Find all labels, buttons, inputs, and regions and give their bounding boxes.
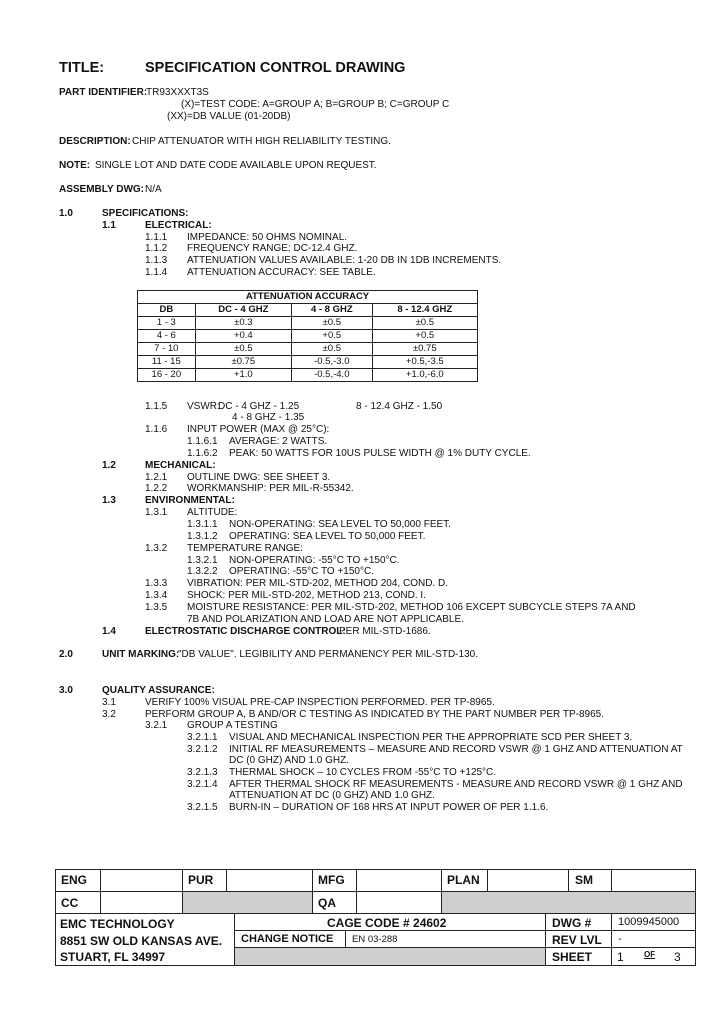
cage-code: CAGE CODE # 24602 — [327, 916, 447, 930]
item-text: OUTLINE DWG: SEE SHEET 3. — [187, 472, 331, 483]
item-text: THERMAL SHOCK – 10 CYCLES FROM -55°C TO +125°C. — [229, 767, 497, 778]
item-text: AVERAGE: 2 WATTS. — [229, 436, 328, 447]
table-cell: +0.5 — [292, 330, 373, 343]
item-text: MOISTURE RESISTANCE: PER MIL-STD-202, METHOD 106 EXCEPT SUBCYCLE STEPS 7A AND — [187, 602, 636, 613]
description-label: DESCRIPTION: — [59, 136, 131, 147]
change-notice-value: EN 03-288 — [352, 934, 398, 945]
item-text: ATTENUATION ACCURACY: SEE TABLE. — [187, 267, 376, 278]
item-text: AFTER THERMAL SHOCK RF MEASUREMENTS - MEASURE AND RECORD VSWR @ 1 GHZ AND — [229, 779, 683, 790]
table-header: 8 - 12.4 GHZ — [372, 304, 477, 317]
section-num: 1.4 — [102, 626, 116, 637]
table-title: ATTENUATION ACCURACY — [138, 291, 478, 304]
rev-value-cell — [611, 930, 696, 948]
change-notice-cell — [234, 930, 346, 948]
shaded-cell — [182, 891, 313, 914]
title-label: TITLE: — [59, 60, 105, 76]
company-block — [55, 913, 235, 966]
approval-field — [356, 869, 442, 892]
item-num: 1.1.1 — [145, 232, 168, 243]
part-note-1: (X)=TEST CODE: A=GROUP A; B=GROUP B; C=GROUP C — [181, 99, 450, 110]
table-cell: +1.0 — [195, 369, 291, 382]
table-cell: 4 - 6 — [138, 330, 196, 343]
table-header: DC - 4 GHZ — [195, 304, 291, 317]
table-cell: 16 - 20 — [138, 369, 196, 382]
company-city: STUART, FL 34997 — [60, 950, 166, 964]
item-num: 1.3.4 — [145, 590, 168, 601]
item-text: OPERATING: SEA LEVEL TO 50,000 FEET. — [229, 531, 426, 542]
item-text: PERFORM GROUP A, B AND/OR C TESTING AS INDICATED BY THE PART NUMBER PER TP-8965. — [145, 709, 604, 720]
part-note-2: (XX)=DB VALUE (01-20DB) — [167, 111, 291, 122]
dwg-label: DWG # — [552, 916, 592, 930]
item-text: FREQUENCY RANGE: DC-12.4 GHZ. — [187, 243, 358, 254]
dwg-number: 1009945000 — [618, 916, 680, 928]
item-num: 1.3.2.2 — [187, 566, 218, 577]
approval-field — [226, 869, 313, 892]
item-num: 1.1.6 — [145, 424, 168, 435]
part-identifier-value: TR93XXXT3S — [146, 87, 209, 98]
section-num: 2.0 — [59, 649, 73, 660]
approval-cell — [312, 869, 357, 892]
item-text: SHOCK: PER MIL-STD-202, METHOD 213, COND. I. — [187, 590, 426, 601]
item-text: PEAK: 50 WATTS FOR 10US PULSE WIDTH @ 1% DUTY CYCLE. — [229, 448, 531, 459]
item-text: ALTITUDE: — [187, 507, 238, 518]
assembly-value: N/A — [145, 184, 162, 195]
eng-label: ENG — [61, 873, 88, 887]
approval-cell — [55, 869, 101, 892]
shaded-cell — [234, 947, 546, 966]
table-cell: ±0.5 — [372, 317, 477, 330]
table-cell: 11 - 15 — [138, 356, 196, 369]
item-num: 1.1.6.2 — [187, 448, 218, 459]
table-row — [138, 330, 478, 343]
item-text: NON-OPERATING: SEA LEVEL TO 50,000 FEET. — [229, 519, 451, 530]
section-title: UNIT MARKING: — [102, 649, 180, 660]
item-num: 1.1.6.1 — [187, 436, 218, 447]
item-num: 1.3.1 — [145, 507, 168, 518]
table-cell: +1.0,-6.0 — [372, 369, 477, 382]
rev-label: REV LVL — [552, 933, 602, 947]
table-row — [138, 369, 478, 382]
item-num: 1.3.1.1 — [187, 519, 218, 530]
change-notice-label: CHANGE NOTICE — [241, 933, 334, 945]
section-title: MECHANICAL: — [145, 460, 216, 471]
item-num: 3.2.1.1 — [187, 732, 218, 743]
description-value: CHIP ATTENUATOR WITH HIGH RELIABILITY TESTING. — [132, 136, 391, 147]
approval-cell — [441, 869, 488, 892]
qa-label: QA — [318, 896, 336, 910]
plan-label: PLAN — [447, 873, 480, 887]
item-text: WORKMANSHIP: PER MIL-R-55342. — [187, 483, 354, 494]
sheet-label: SHEET — [552, 950, 593, 964]
pur-label: PUR — [188, 873, 214, 887]
approval-field — [100, 891, 183, 914]
approval-cell — [55, 891, 101, 914]
section-num: 1.3 — [102, 495, 116, 506]
section-title: ENVIRONMENTAL: — [145, 495, 235, 506]
sheet-value-cell — [611, 947, 696, 966]
approval-field — [487, 869, 569, 892]
section-num: 3.0 — [59, 685, 73, 696]
part-identifier-label: PART IDENTIFIER: — [59, 87, 148, 98]
item-num: 1.3.1.2 — [187, 531, 218, 542]
item-num: 3.2.1.2 — [187, 744, 218, 755]
sm-label: SM — [575, 873, 593, 887]
section-num: 1.0 — [59, 208, 73, 219]
vswr-value: DC - 4 GHZ - 1.25 — [218, 401, 300, 412]
item-text: INITIAL RF MEASUREMENTS – MEASURE AND RECORD VSWR @ 1 GHZ AND ATTENUATION AT — [229, 744, 683, 755]
item-text: ATTENUATION VALUES AVAILABLE: 1-20 DB IN 1DB INCREMENTS. — [187, 255, 502, 266]
vswr-value: 4 - 8 GHZ - 1.35 — [232, 412, 305, 423]
table-cell: +0.4 — [195, 330, 291, 343]
item-text: TEMPERATURE RANGE: — [187, 543, 303, 554]
section-num: 1.2 — [102, 460, 116, 471]
table-cell: 1 - 3 — [138, 317, 196, 330]
sheet-total: 3 — [674, 950, 681, 964]
item-num: 1.3.2.1 — [187, 555, 218, 566]
attenuation-accuracy-table — [137, 290, 478, 382]
item-num: 3.2.1.5 — [187, 802, 218, 813]
item-num: 1.2.2 — [145, 483, 168, 494]
item-text: DC (0 GHZ) AND 1.0 GHZ. — [229, 755, 350, 766]
item-text: "DB VALUE". LEGIBILITY AND PERMANENCY PER MIL-STD-130. — [178, 649, 478, 660]
shaded-cell — [441, 891, 696, 914]
item-num: 3.2.1 — [145, 720, 168, 731]
table-cell: ±0.3 — [195, 317, 291, 330]
approval-cell — [182, 869, 227, 892]
note-label: NOTE: — [59, 160, 91, 171]
item-num: 1.1.5 — [145, 401, 168, 412]
table-cell: ±0.5 — [292, 317, 373, 330]
item-num: 1.1.4 — [145, 267, 168, 278]
sheet-of: OF — [644, 950, 656, 959]
table-cell: ±0.75 — [195, 356, 291, 369]
sheet-label-cell — [545, 947, 612, 966]
table-row — [138, 343, 478, 356]
section-title: ELECTRICAL: — [145, 220, 212, 231]
approval-field — [356, 891, 442, 914]
table-cell: +0.5,-3.5 — [372, 356, 477, 369]
vswr-label: VSWR: — [187, 401, 220, 412]
item-num: 1.3.3 — [145, 578, 168, 589]
table-row — [138, 317, 478, 330]
dwg-label-cell — [545, 913, 612, 931]
change-notice-value-cell — [345, 930, 546, 948]
item-text: VIBRATION: PER MIL-STD-202, METHOD 204, COND. D. — [187, 578, 448, 589]
table-cell: ±0.75 — [372, 343, 477, 356]
sheet-number: 1 — [617, 950, 624, 964]
table-cell: ±0.5 — [195, 343, 291, 356]
vswr-value: 8 - 12.4 GHZ - 1.50 — [356, 401, 443, 412]
item-text: OPERATING: -55°C TO +150°C. — [229, 566, 374, 577]
company-address: 8851 SW OLD KANSAS AVE. — [60, 934, 223, 948]
item-num: 3.2.1.3 — [187, 767, 218, 778]
mfg-label: MFG — [318, 873, 345, 887]
item-text: INPUT POWER (MAX @ 25°C): — [187, 424, 330, 435]
table-header: 4 - 8 GHZ — [292, 304, 373, 317]
approval-cell — [312, 891, 357, 914]
rev-label-cell — [545, 930, 612, 948]
item-text: GROUP A TESTING — [187, 720, 278, 731]
item-num: 3.1 — [102, 697, 116, 708]
table-cell: 7 - 10 — [138, 343, 196, 356]
item-text: 7B AND POLARIZATION AND LOAD ARE NOT APPLICABLE. — [187, 614, 464, 625]
item-num: 1.3.2 — [145, 543, 168, 554]
item-num: 1.1.2 — [145, 243, 168, 254]
table-cell: +0.5 — [372, 330, 477, 343]
page-title: SPECIFICATION CONTROL DRAWING — [145, 60, 406, 76]
cage-code-cell — [234, 913, 546, 931]
item-text: NON-OPERATING: -55°C TO +150°C. — [229, 555, 400, 566]
approval-field — [100, 869, 183, 892]
approval-cell — [568, 869, 612, 892]
dwg-value-cell — [611, 913, 696, 931]
section-title: ELECTROSTATIC DISCHARGE CONTROL: — [145, 626, 346, 637]
table-cell: ±0.5 — [292, 343, 373, 356]
section-num: 1.1 — [102, 220, 116, 231]
table-cell: -0.5,-3.0 — [292, 356, 373, 369]
note-value: SINGLE LOT AND DATE CODE AVAILABLE UPON REQUEST. — [95, 160, 377, 171]
item-text: VISUAL AND MECHANICAL INSPECTION PER THE APPROPRIATE SCD PER SHEET 3. — [229, 732, 633, 743]
rev-value: - — [618, 933, 622, 945]
cc-label: CC — [61, 896, 79, 910]
item-text: VERIFY 100% VISUAL PRE-CAP INSPECTION PERFORMED. PER TP-8965. — [145, 697, 495, 708]
table-header: DB — [138, 304, 196, 317]
item-num: 1.3.5 — [145, 602, 168, 613]
item-num: 3.2 — [102, 709, 116, 720]
company-name: EMC TECHNOLOGY — [60, 917, 175, 931]
approval-field — [611, 869, 696, 892]
item-text: ATTENUATION AT DC (0 GHZ) AND 1.0 GHZ. — [229, 790, 435, 801]
table-cell: -0.5,-4.0 — [292, 369, 373, 382]
item-text: BURN-IN – DURATION OF 168 HRS AT INPUT POWER OF PER 1.1.6. — [229, 802, 549, 813]
section-title: SPECIFICATIONS: — [102, 208, 189, 219]
section-title: QUALITY ASSURANCE: — [102, 685, 215, 696]
item-text: PER MIL-STD-1686. — [339, 626, 431, 637]
item-num: 1.2.1 — [145, 472, 168, 483]
item-num: 1.1.3 — [145, 255, 168, 266]
table-row — [138, 356, 478, 369]
item-num: 3.2.1.4 — [187, 779, 218, 790]
assembly-label: ASSEMBLY DWG: — [59, 184, 145, 195]
item-text: IMPEDANCE: 50 OHMS NOMINAL. — [187, 232, 348, 243]
